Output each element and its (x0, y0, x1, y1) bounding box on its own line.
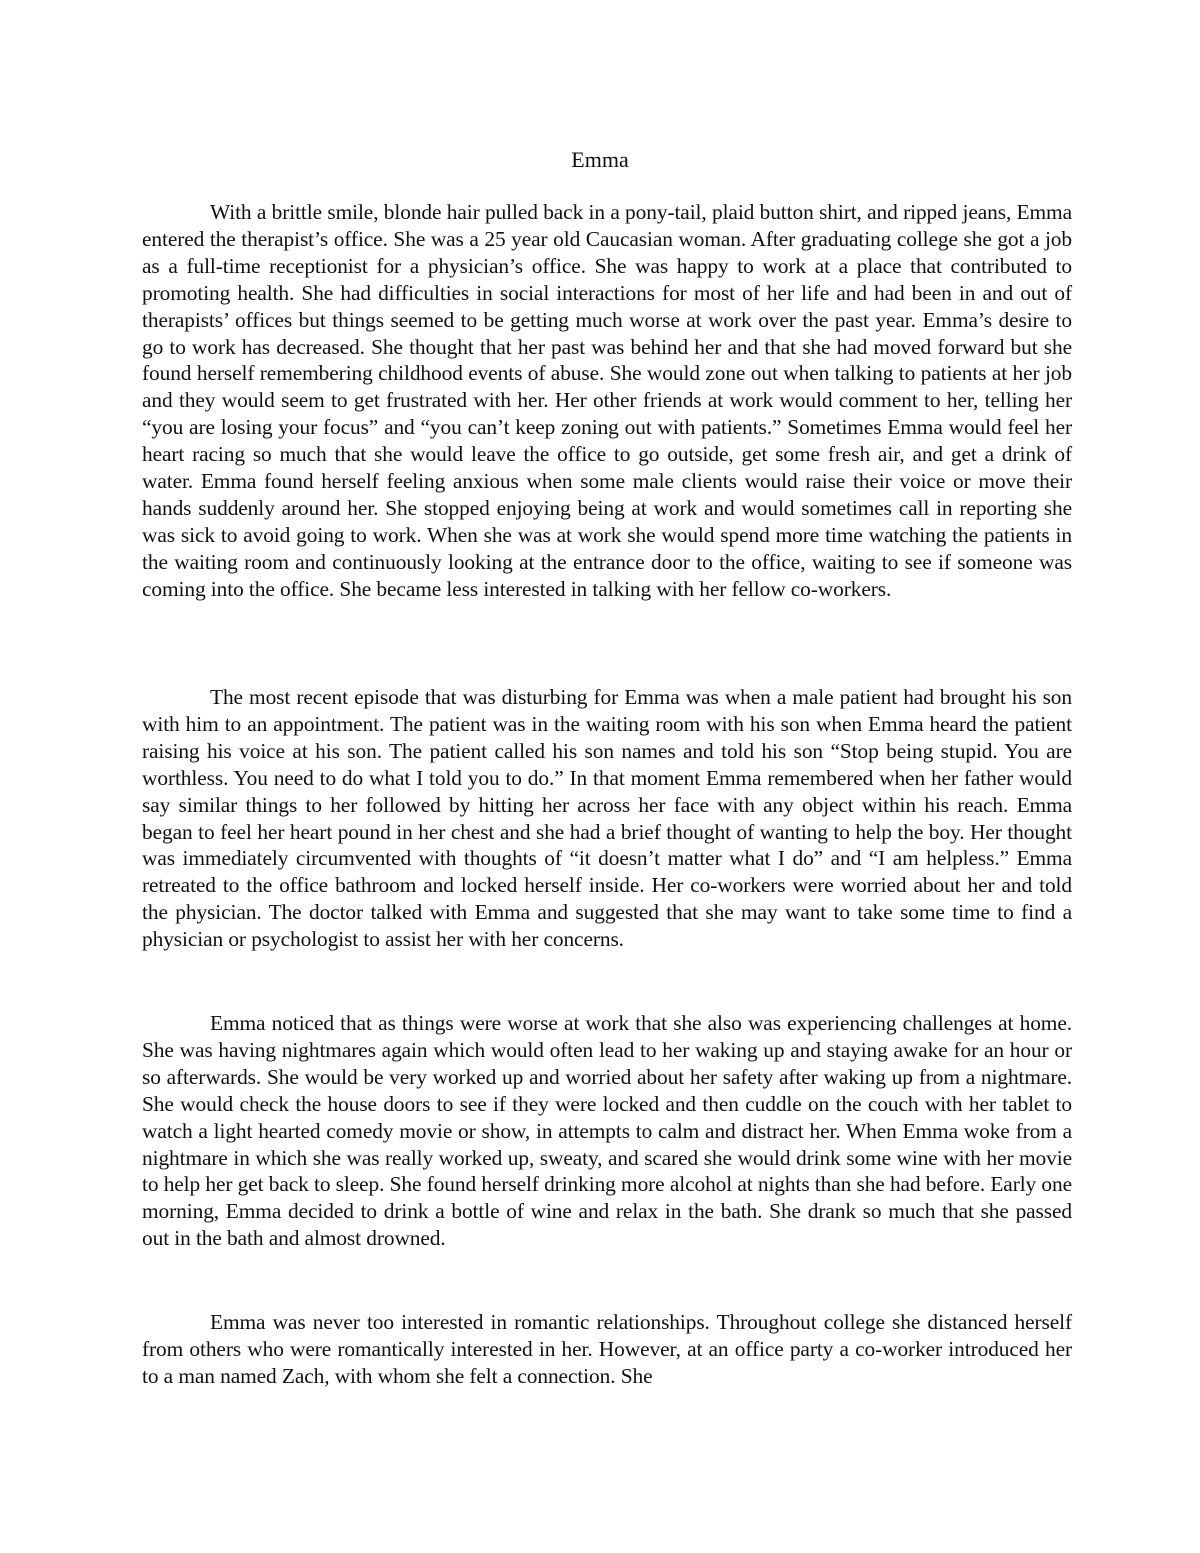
paragraph-1: With a brittle smile, blonde hair pulled back in a pony-tail, plaid button shirt, and ripped jeans, Emma entered the therapist’s office. She was a 25 year old Caucasian woman. After graduating college she got a job as a full-time receptionist for a physician’s office. She was happy to work at a place that contributed to promoting health. She had difficulties in social interactions for most of her life and had been in and out of therapists’ offices but things seemed to be getting much worse at work over the past year. Emma’s desire to go to work has decreased. She thought that her past was behind her and that she had moved forward but she found herself remembering childhood events of abuse. She would zone out when talking to patients at her job and they would seem to get frustrated with her. Her other friends at work would comment to her, telling her “you are losing your focus” and “you can’t keep zoning out with patients.” Sometimes Emma would feel her heart racing so much that she would leave the office to go outside, get some fresh air, and get a drink of water. Emma found herself feeling anxious when some male clients would raise their voice or move their hands suddenly around her. She stopped enjoying being at work and would sometimes call in reporting she was sick to avoid going to work. When she was at work she would spend more time watching the patients in the waiting room and continuously looking at the entrance door to the office, waiting to see if someone was coming into the office. She became less interested in talking with her fellow co-workers. (142, 200, 1072, 601)
paragraph-2: The most recent episode that was disturbing for Emma was when a male patient had brought his son with him to an appointment. The patient was in the waiting room with his son when Emma heard the patient raising his voice at his son. The patient called his son names and told his son “Stop being stupid. You are worthless. You need to do what I told you to do.” In that moment Emma remembered when her father would say similar things to her followed by hitting her across her face with any object within his reach. Emma began to feel her heart pound in her chest and she had a brief thought of wanting to help the boy. Her thought was immediately circumvented with thoughts of “it doesn’t matter what I do” and “I am helpless.” Emma retreated to the office bathroom and locked herself inside. Her co-workers were worried about her and told the physician. The doctor talked with Emma and suggested that she may want to take some time to find a physician or psychologist to assist her with her concerns. (142, 685, 1072, 952)
paragraph-3: Emma noticed that as things were worse at work that she also was experiencing challenges at home. She was having nightmares again which would often lead to her waking up and staying awake for an hour or so afterwards. She would be very worked up and worried about her safety after waking up from a nightmare. She would check the house doors to see if they were locked and then cuddle on the couch with her tablet to watch a light hearted comedy movie or show, in attempts to calm and distract her. When Emma woke from a nightmare in which she was really worked up, sweaty, and scared she would drink some wine with her movie to help her get back to sleep. She found herself drinking more alcohol at nights than she had before. Early one morning, Emma decided to drink a bottle of wine and relax in the bath. She drank so much that she passed out in the bath and almost drowned. (142, 1011, 1072, 1251)
document-title: Emma (571, 147, 629, 172)
paragraph-4: Emma was never too interested in romantic relationships. Throughout college she distanced herself from others who were romantically interested in her. However, at an office party a co-worker introduced her to a man named Zach, with whom she felt a connection. She (142, 1310, 1072, 1388)
